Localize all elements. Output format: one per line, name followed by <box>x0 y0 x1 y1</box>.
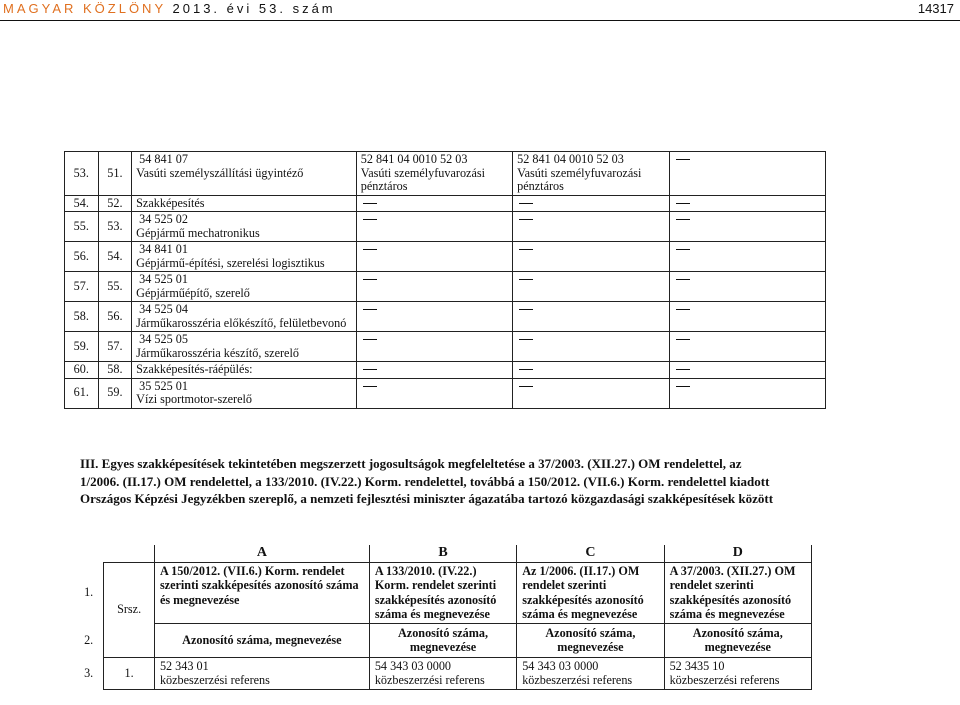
subheader-cell-c: Azonosító száma, megnevezése <box>517 623 664 657</box>
table-row <box>65 212 826 242</box>
dash-mark <box>519 203 533 204</box>
col-c-cell <box>513 332 669 362</box>
qualification-code: 34 525 01 <box>139 272 188 286</box>
qualification-table <box>64 151 826 409</box>
col-b-cell <box>356 212 512 242</box>
dash-mark <box>676 339 690 340</box>
header-cell-a: A 150/2012. (VII.6.) Korm. rendelet szerinti szakképesítés azonosító száma és megnevezése <box>154 562 369 623</box>
col-c-cell <box>513 302 669 332</box>
col-c-cell <box>513 378 669 408</box>
qualification-name: Vasúti személyszállítási ügyintéző <box>136 165 304 180</box>
table-row <box>65 332 826 362</box>
dash-mark <box>363 339 377 340</box>
page-number: 14317 <box>917 1 954 16</box>
table-row <box>65 242 826 272</box>
col-letter-a: A <box>154 545 369 562</box>
col-d-cell <box>669 272 825 302</box>
subheader-cell-a: Azonosító száma, megnevezése <box>154 623 369 657</box>
col-letter-d: D <box>664 545 811 562</box>
dash-mark <box>519 249 533 250</box>
qualification-cell <box>132 378 357 408</box>
col-d-cell <box>669 195 825 212</box>
srsz-label: Srsz. <box>104 562 155 657</box>
qualification-code: 35 525 01 <box>139 378 188 393</box>
header-cell-b: A 133/2010. (IV.22.) Korm. rendelet szerinti szakképesítés azonosító száma és megnevezése <box>369 562 516 623</box>
col-b-cell <box>356 242 512 272</box>
qualification-cell <box>132 272 357 302</box>
col-d-cell <box>669 362 825 379</box>
dash-mark <box>363 369 377 370</box>
qualification-code: 34 525 02 <box>139 212 188 226</box>
col-b-cell: 52 841 04 0010 52 03 Vasúti személyfuvarozási pénztáros <box>356 152 512 196</box>
col-c-cell <box>513 362 669 379</box>
qualification-code: 34 525 05 <box>139 332 188 346</box>
qualification-cell <box>132 362 357 379</box>
dash-mark <box>519 339 533 340</box>
qualification-name: Járműkarosszéria készítő, szerelő <box>136 345 299 360</box>
journal-title: MAGYAR KÖZLÖNY 2013. évi 53. szám <box>3 1 336 16</box>
col-c-cell: 52 841 04 0010 52 03 Vasúti személyfuvarozási pénztáros <box>513 152 669 196</box>
header-cell-d: A 37/2003. (XII.27.) OM rendelet szerinti szakképesítés azonosító száma és megnevezése <box>664 562 811 623</box>
col-c-cell <box>513 212 669 242</box>
qualification-name: Gépjármű-építési, szerelési logisztikus <box>136 255 325 270</box>
row-subindex: 52. <box>98 195 132 212</box>
col-b-cell <box>356 332 512 362</box>
dash-mark <box>676 159 690 160</box>
dash-mark <box>676 249 690 250</box>
col-b-cell <box>356 195 512 212</box>
col-letter-c: C <box>517 545 664 562</box>
dash-mark <box>676 369 690 370</box>
qualification-name: Járműkarosszéria előkészítő, felületbevonó <box>136 315 347 330</box>
col-d-cell <box>669 378 825 408</box>
row-index: 60. <box>65 362 99 379</box>
dash-mark <box>363 249 377 250</box>
qualification-code: 54 841 07 <box>139 152 188 166</box>
col-b-cell <box>356 272 512 302</box>
table-row <box>65 302 826 332</box>
row-subindex: 54. <box>98 242 132 272</box>
dash-mark <box>519 309 533 310</box>
qualification-name: Gépjárműépítő, szerelő <box>136 285 250 300</box>
table-row <box>65 195 826 212</box>
col-letter-b: B <box>369 545 516 562</box>
row-subindex: 58. <box>98 362 132 379</box>
col-b-cell <box>356 302 512 332</box>
dash-mark <box>676 279 690 280</box>
dash-mark <box>363 386 377 387</box>
col-d-cell <box>669 302 825 332</box>
row-number: 2. <box>84 632 94 647</box>
table-row <box>65 272 826 302</box>
col-d-cell <box>669 242 825 272</box>
row-subindex: 59. <box>98 378 132 408</box>
qualification-name: Szakképesítés <box>136 195 205 210</box>
dash-mark <box>363 219 377 220</box>
section-heading: III. Egyes szakképesítések tekintetében megszerzett jogosultságok megfeleltetése a 37/2003. (XII.27.) OM rendelettel, az 1/2006. (II.17.) OM rendelettel, a 133/2010. (IV.22.) Korm. rendelettel, továbbá a 150/2012. (VII.6.) Korm. rendelettel kiadott Országos Képzési Jegyzékben szereplő, a nemzeti fejlesztési miniszter ágazatába tartozó közgazdasági szakképesítések között <box>80 456 774 506</box>
col-d-cell <box>669 212 825 242</box>
row-subindex: 56. <box>98 302 132 332</box>
dash-mark <box>676 386 690 387</box>
qualification-cell <box>132 332 357 362</box>
qualification-name: Vízi sportmotor-szerelő <box>136 392 252 406</box>
row-index: 61. <box>65 378 99 408</box>
row-subindex: 51. <box>98 152 132 196</box>
qualification-cell <box>132 302 357 332</box>
col-c-cell <box>513 242 669 272</box>
row-subindex: 53. <box>98 212 132 242</box>
qualification-code: 34 525 04 <box>139 302 188 316</box>
dash-mark <box>519 219 533 220</box>
qualification-code: 34 841 01 <box>139 242 188 256</box>
row-subindex: 57. <box>98 332 132 362</box>
table-row <box>65 362 826 379</box>
page-header <box>0 0 960 21</box>
qualification-name: Szakképesítés-ráépülés: <box>136 362 253 376</box>
table-row <box>65 378 826 408</box>
correspondence-table <box>74 545 812 690</box>
col-c-cell <box>513 195 669 212</box>
row-index: 58. <box>65 302 99 332</box>
dash-mark <box>519 369 533 370</box>
qualification-cell <box>132 242 357 272</box>
row-number: 3. <box>84 665 94 680</box>
dash-mark <box>676 309 690 310</box>
srsz-value: 1. <box>104 657 155 689</box>
row-number: 1. <box>84 585 94 600</box>
col-c-cell <box>513 272 669 302</box>
data-cell-a: 52 343 01 közbeszerzési referens <box>154 657 369 689</box>
table-row <box>65 152 826 196</box>
qualification-cell <box>132 152 357 196</box>
data-cell-d: 52 3435 10 közbeszerzési referens <box>664 657 811 689</box>
data-cell-b: 54 343 03 0000 közbeszerzési referens <box>369 657 516 689</box>
row-index: 54. <box>65 195 99 212</box>
qualification-cell <box>132 195 357 212</box>
dash-mark <box>363 309 377 310</box>
dash-mark <box>519 279 533 280</box>
col-b-cell <box>356 378 512 408</box>
dash-mark <box>519 386 533 387</box>
row-index: 59. <box>65 332 99 362</box>
row-subindex: 55. <box>98 272 132 302</box>
header-cell-c: Az 1/2006. (II.17.) OM rendelet szerinti szakképesítés azonosító száma és megnevezése <box>517 562 664 623</box>
col-b-cell <box>356 362 512 379</box>
dash-mark <box>676 203 690 204</box>
row-index: 55. <box>65 212 99 242</box>
col-d-cell <box>669 332 825 362</box>
row-index: 53. <box>65 152 99 196</box>
data-cell-c: 54 343 03 0000 közbeszerzési referens <box>517 657 664 689</box>
dash-mark <box>363 203 377 204</box>
subheader-cell-d: Azonosító száma, megnevezése <box>664 623 811 657</box>
col-d-cell <box>669 152 825 196</box>
row-index: 57. <box>65 272 99 302</box>
qualification-name: Gépjármű mechatronikus <box>136 225 260 240</box>
row-index: 56. <box>65 242 99 272</box>
qualification-cell <box>132 212 357 242</box>
dash-mark <box>676 219 690 220</box>
subheader-cell-b: Azonosító száma, megnevezése <box>369 623 516 657</box>
dash-mark <box>363 279 377 280</box>
